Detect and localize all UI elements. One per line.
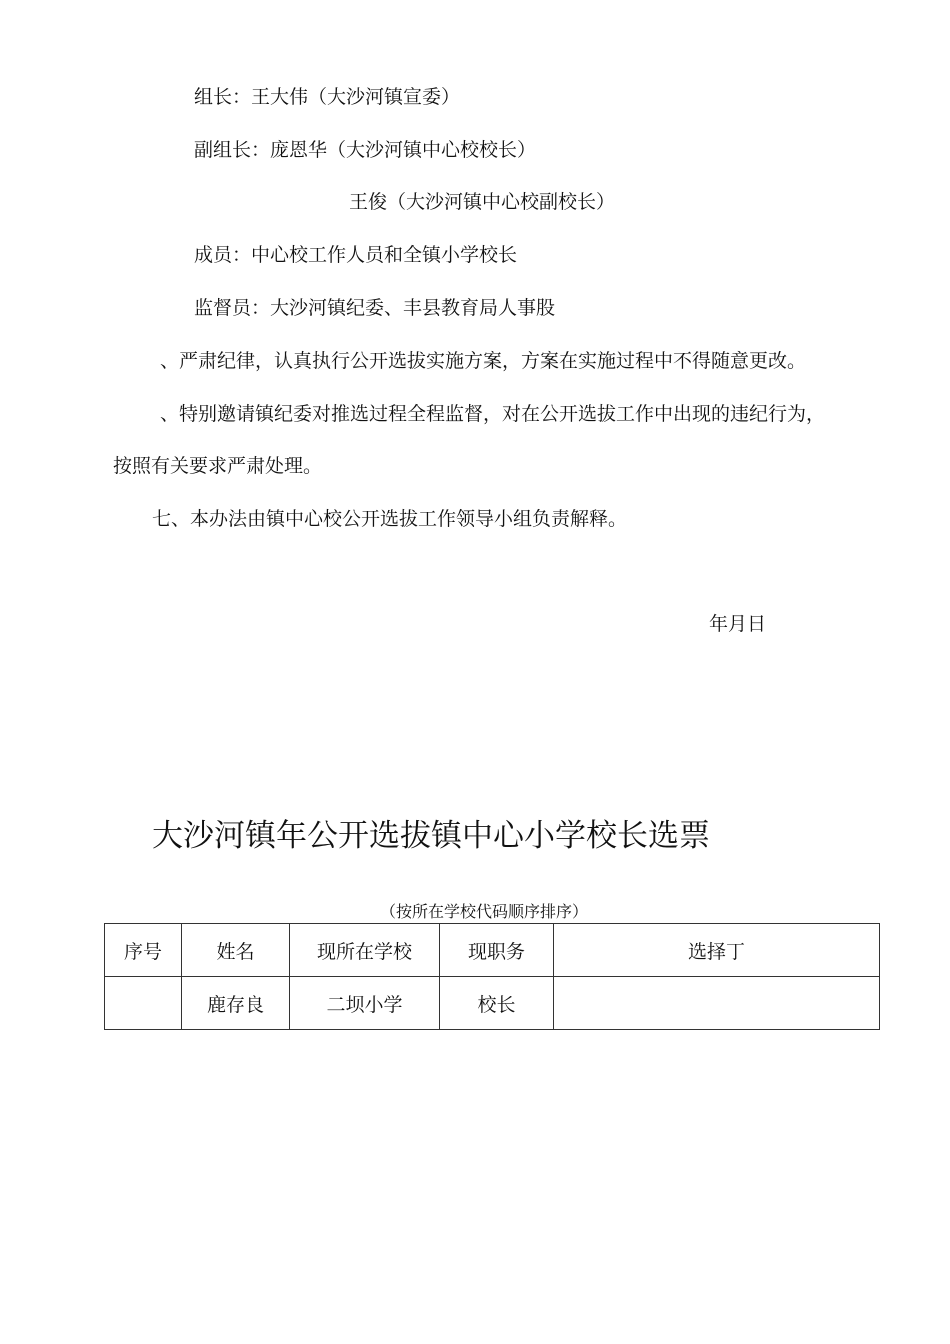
supervision-clause-line2: 按照有关要求严肃处理。 bbox=[113, 455, 323, 477]
cell-name: 鹿存良 bbox=[182, 977, 290, 1030]
cell-choice[interactable] bbox=[554, 977, 880, 1030]
supervisors-line: 监督员：大沙河镇纪委、丰县教育局人事股 bbox=[194, 297, 556, 319]
header-name: 姓名 bbox=[182, 924, 290, 977]
leader-line: 组长：王大伟（大沙河镇宣委） bbox=[194, 86, 461, 108]
header-seq: 序号 bbox=[105, 924, 182, 977]
header-school: 现所在学校 bbox=[290, 924, 440, 977]
interpretation-clause: 七、本办法由镇中心校公开选拔工作领导小组负责解释。 bbox=[152, 508, 628, 530]
deputy-leader-line-1: 副组长：庞恩华（大沙河镇中心校校长） bbox=[194, 139, 537, 161]
ballot-title: 大沙河镇年公开选拔镇中心小学校长选票 bbox=[152, 818, 710, 854]
date-line: 年月日 bbox=[709, 613, 767, 635]
members-line: 成员：中心校工作人员和全镇小学校长 bbox=[194, 244, 518, 266]
header-position: 现职务 bbox=[440, 924, 554, 977]
header-choice: 选择丁 bbox=[554, 924, 880, 977]
ballot-table bbox=[104, 923, 880, 1030]
discipline-clause: 、严肃纪律，认真执行公开选拔实施方案，方案在实施过程中不得随意更改。 bbox=[160, 350, 807, 372]
table-header-row bbox=[105, 924, 880, 977]
cell-seq bbox=[105, 977, 182, 1030]
cell-school: 二坝小学 bbox=[290, 977, 440, 1030]
table-row bbox=[105, 977, 880, 1030]
cell-position: 校长 bbox=[440, 977, 554, 1030]
ballot-subtitle: （按所在学校代码顺序排序） bbox=[380, 902, 589, 921]
supervision-clause-line1: 、特别邀请镇纪委对推选过程全程监督，对在公开选拔工作中出现的违纪行为， bbox=[160, 403, 826, 425]
deputy-leader-line-2: 王俊（大沙河镇中心校副校长） bbox=[349, 191, 616, 213]
